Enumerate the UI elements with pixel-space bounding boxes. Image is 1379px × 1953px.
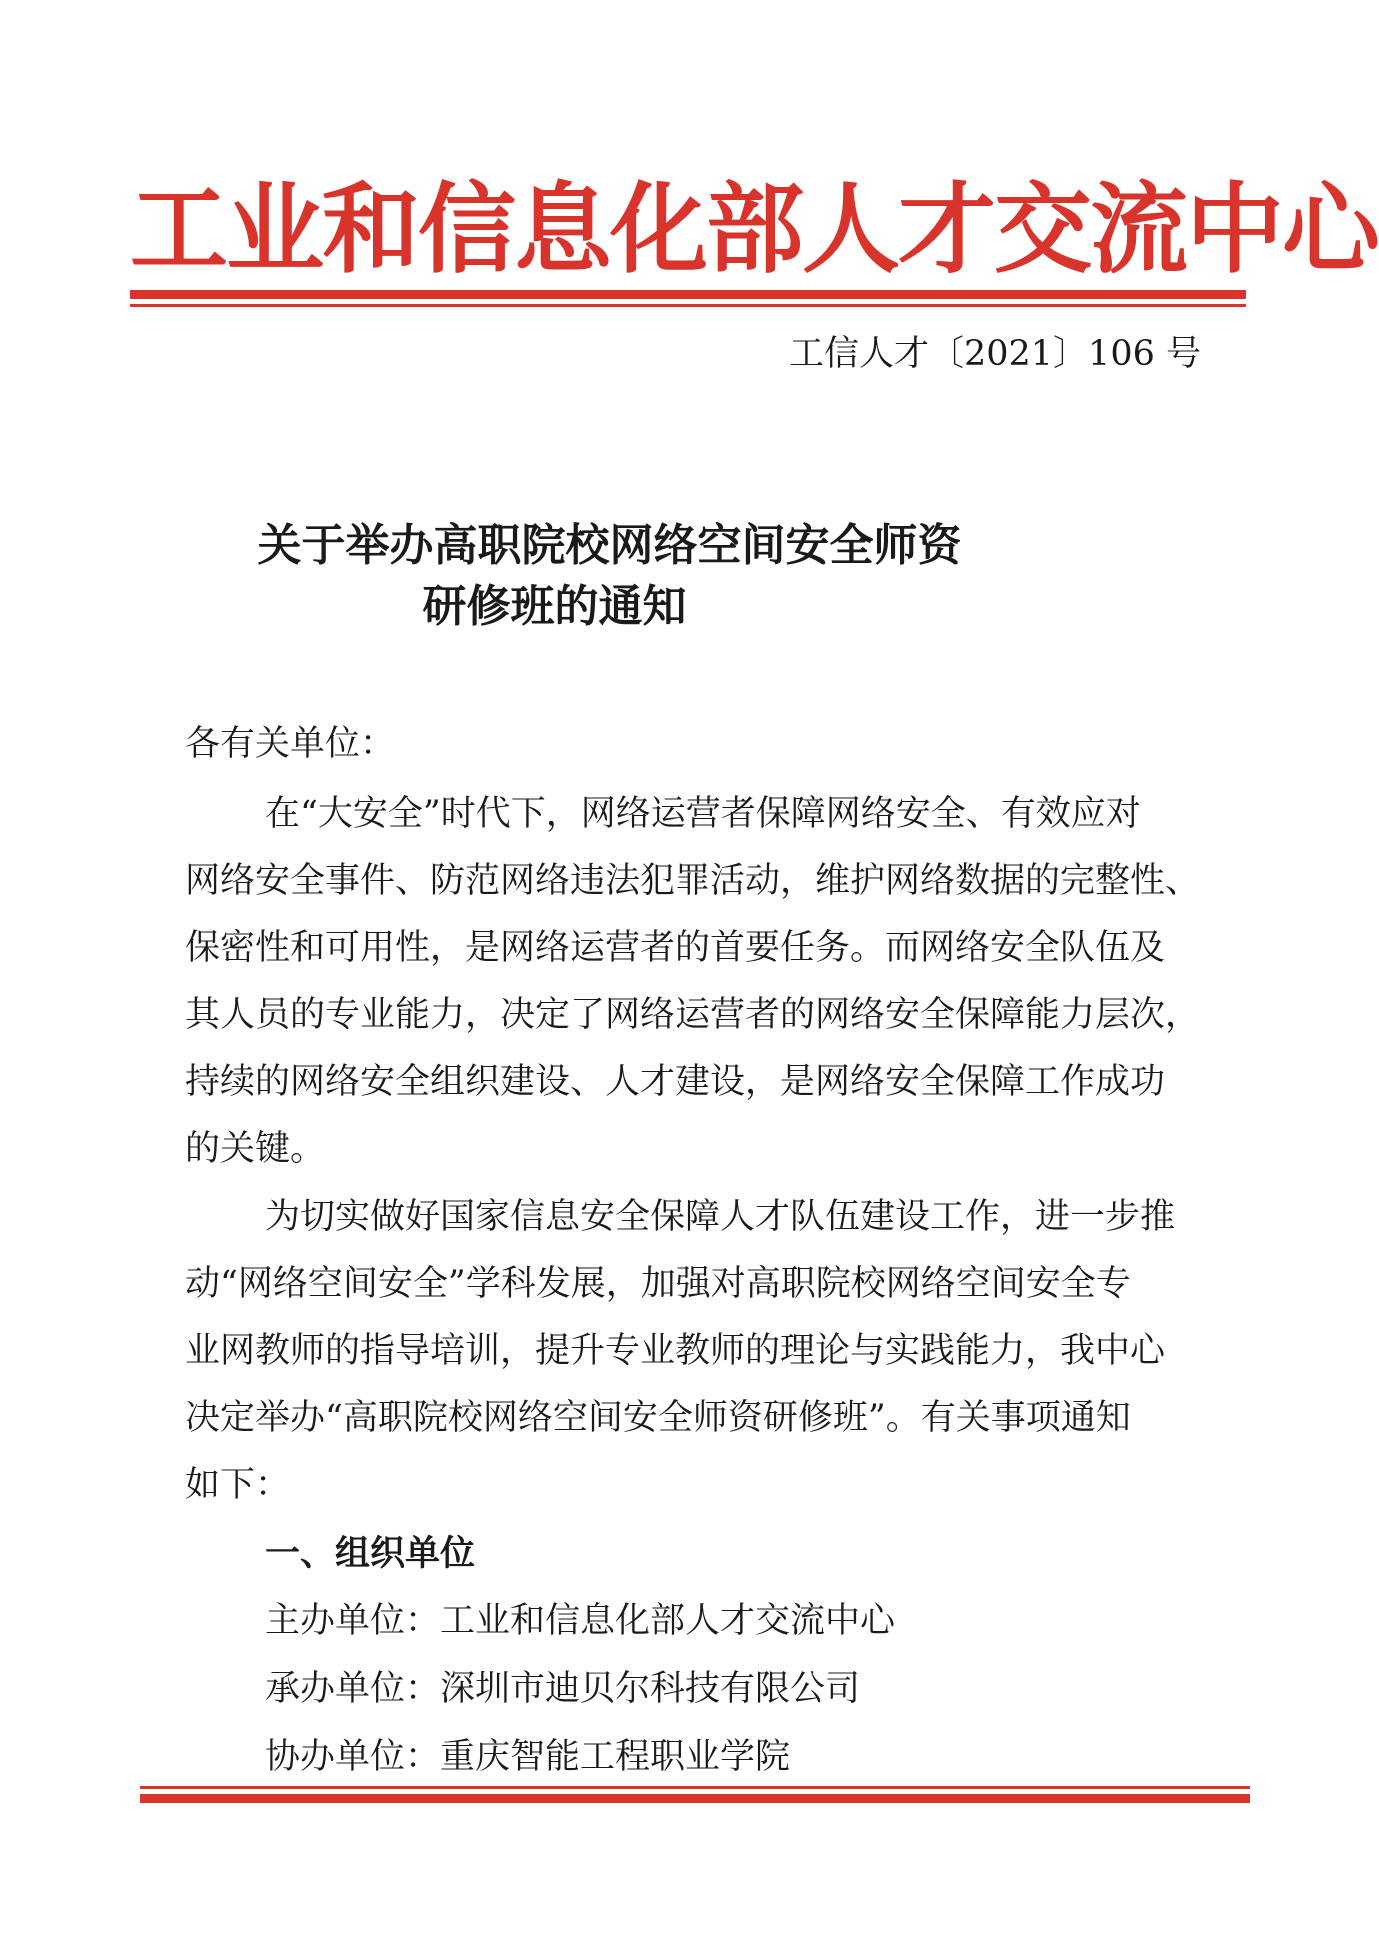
notice-title-line-2: 研修班的通知 [422,581,687,632]
paragraph-1-line: 其人员的专业能力，决定了网络运营者的网络安全保障能力层次， [185,995,1201,1035]
paragraph-2-line: 决定举办“高职院校网络空间安全师资研修班”。有关事项通知 [185,1398,1131,1438]
co-organizer-unit: 协办单位：重庆智能工程职业学院 [265,1737,791,1777]
host-unit: 主办单位：工业和信息化部人才交流中心 [265,1601,896,1641]
section-heading: 一、组织单位 [265,1534,476,1574]
letterhead-rule-thick [130,290,1246,299]
document-number: 工信人才〔2021〕106 号 [788,334,1201,374]
paragraph-1-line: 的关键。 [185,1129,326,1169]
footer-rule-thin [140,1786,1250,1789]
letterhead-title: 工业和信息化部人才交流中心 [130,173,1379,287]
paragraph-2-line: 动“网络空间安全”学科发展，加强对高职院校网络空间安全专 [185,1264,1131,1304]
paragraph-1-line: 持续的网络安全组织建设、人才建设，是网络安全保障工作成功 [185,1062,1166,1102]
letterhead-rule-thin [130,304,1246,307]
paragraph-2-line: 为切实做好国家信息安全保障人才队伍建设工作，进一步推 [265,1197,1176,1237]
paragraph-2-line: 如下： [185,1465,291,1505]
organizer-unit: 承办单位：深圳市迪贝尔科技有限公司 [265,1669,861,1709]
paragraph-1-line: 保密性和可用性，是网络运营者的首要任务。而网络安全队伍及 [185,928,1166,968]
paragraph-2-line: 业网教师的指导培训，提升专业教师的理论与实践能力，我中心 [185,1331,1166,1371]
paragraph-1-line: 网络安全事件、防范网络违法犯罪活动，维护网络数据的完整性、 [185,861,1201,901]
paragraph-1-line: 在“大安全”时代下，网络运营者保障网络安全、有效应对 [265,794,1141,834]
salutation: 各有关单位： [185,724,396,764]
notice-title-line-1: 关于举办高职院校网络空间安全师资 [257,520,962,571]
footer-rule-thick [140,1794,1250,1803]
